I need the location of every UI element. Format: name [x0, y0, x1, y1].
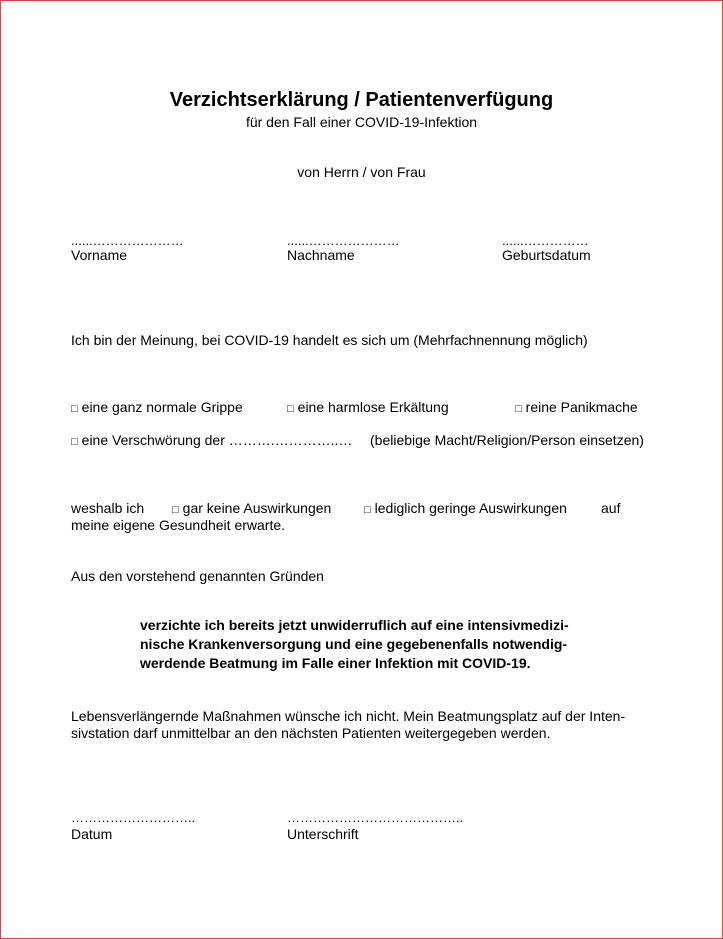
first-name-label: Vorname: [71, 247, 128, 263]
closing-line-1: Lebensverlängernde Maßnahmen wünsche ich nicht. Mein Beatmungsplatz auf der Inten-: [71, 708, 626, 724]
opinion-intro: Ich bin der Meinung, bei COVID-19 handelt es sich um (Mehrfachnennung möglich): [71, 332, 588, 348]
effects-line2: meine eigene Gesundheit erwarte.: [71, 517, 286, 533]
closing-line-2: sivstation darf unmittelbar an den nächsten Patienten weitergegeben werden.: [71, 725, 551, 741]
option-conspiracy-note: (beliebige Macht/Religion/Person einsetzen): [370, 432, 644, 448]
checkbox-icon[interactable]: □: [515, 403, 522, 415]
effects-prefix: weshalb ich: [71, 500, 145, 516]
reasons-intro: Aus den vorstehend genannten Gründen: [71, 568, 324, 584]
option-panic-label: reine Panikmache: [525, 399, 638, 415]
waiver-line-1: verzichte ich bereits jetzt unwiderruflich auf eine intensivmedizi-: [140, 617, 569, 633]
date-label: Datum: [71, 826, 113, 842]
signature-label: Unterschrift: [287, 826, 359, 842]
option-minor-effects-label: lediglich geringe Auswirkungen: [374, 500, 567, 516]
first-name-field[interactable]: ......…………………: [71, 233, 184, 248]
document-title: Verzichtserklärung / Patientenverfügung: [169, 89, 554, 111]
checkbox-icon[interactable]: □: [71, 403, 78, 415]
date-field[interactable]: ………………………..: [71, 810, 196, 825]
option-cold[interactable]: [287, 399, 449, 415]
option-flu-label: eine ganz normale Grippe: [81, 399, 243, 415]
waiver-line-2: nische Krankenversorgung und eine gegebenenfalls notwendig-: [140, 636, 568, 652]
last-name-field[interactable]: ......…………………: [287, 233, 400, 248]
birth-date-label: Geburtsdatum: [502, 247, 591, 263]
option-conspiracy-label: eine Verschwörung der ……….…………..…: [81, 432, 353, 448]
option-panic[interactable]: [515, 399, 638, 415]
checkbox-icon[interactable]: □: [364, 504, 371, 516]
effects-suffix: auf: [601, 500, 621, 516]
option-minor-effects[interactable]: [364, 500, 567, 516]
signature-field[interactable]: …………………………………..: [287, 810, 464, 825]
checkbox-icon[interactable]: □: [71, 436, 78, 448]
checkbox-icon[interactable]: □: [287, 403, 294, 415]
last-name-label: Nachname: [287, 247, 355, 263]
birth-date-field[interactable]: ......……………: [502, 233, 589, 248]
from-line: von Herrn / von Frau: [297, 164, 426, 180]
document-subtitle: für den Fall einer COVID-19-Infektion: [245, 114, 478, 130]
waiver-line-3: werdende Beatmung im Falle einer Infektion mit COVID-19.: [140, 655, 531, 671]
checkbox-icon[interactable]: □: [172, 504, 179, 516]
option-no-effects[interactable]: [172, 500, 331, 516]
option-flu[interactable]: [71, 399, 243, 415]
option-cold-label: eine harmlose Erkältung: [297, 399, 449, 415]
option-conspiracy[interactable]: [71, 432, 352, 448]
option-no-effects-label: gar keine Auswirkungen: [182, 500, 332, 516]
